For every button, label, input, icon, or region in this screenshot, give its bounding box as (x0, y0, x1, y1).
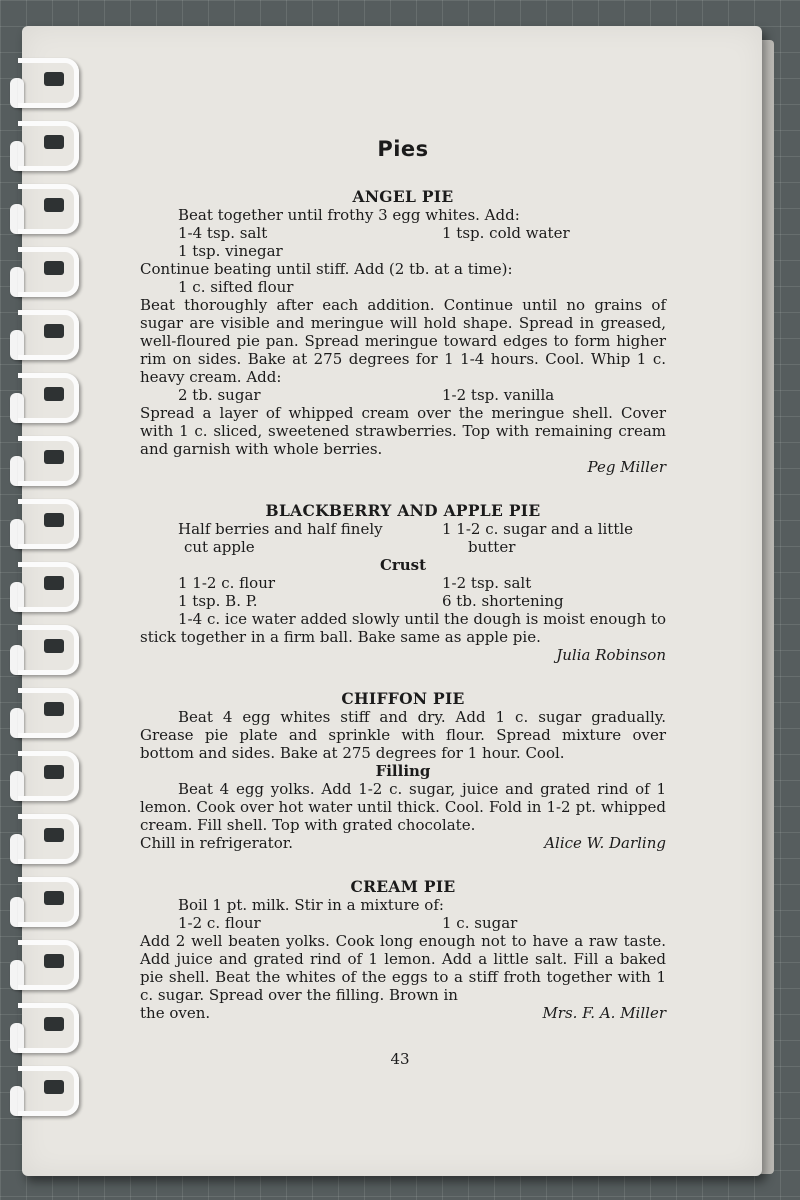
recipe-paragraph: Add 2 well beaten yolks. Cook long enough not to have a raw taste. Add juice and grated rind of 1 lemon. Add a little salt. Fill a baked pie shell. Beat the whites of the eggs to a stiff froth together with 1 c. sugar. Spread over the filling. Brown in (140, 932, 666, 1004)
binding-ring (18, 814, 79, 864)
ingredient: 1 1-2 c. sugar and a little (442, 520, 634, 538)
ingredient: 1 c. sifted flour (178, 278, 294, 296)
ingredient: 1-4 tsp. salt (178, 224, 268, 242)
spacer (140, 664, 666, 690)
binding-ring (18, 625, 79, 675)
recipe-title: ANGEL PIE (352, 187, 454, 206)
spiral-binding (0, 0, 90, 1200)
ingredient: 1 1-2 c. flour (178, 574, 276, 592)
recipe-line: Chill in refrigerator. (140, 834, 294, 852)
binding-ring (18, 751, 79, 801)
recipe-paragraph: Beat 4 egg yolks. Add 1-2 c. sugar, juice and grated rind of 1 lemon. Cook over hot water until thick. Cool. Fold in 1-2 pt. whipped cream. Fill shell. Top with grated chocolate. (140, 780, 666, 834)
binding-ring (18, 121, 79, 171)
recipe-line: Boil 1 pt. milk. Stir in a mixture of: (178, 896, 444, 914)
ingredient-row (140, 574, 666, 592)
recipe-line: the oven. (140, 1004, 211, 1022)
binding-ring (18, 184, 79, 234)
binding-ring (18, 247, 79, 297)
recipe-angel-pie (140, 188, 666, 476)
binding-ring (18, 58, 79, 108)
ingredient: 2 tb. sugar (178, 386, 261, 404)
recipe-blackberry-apple-pie (140, 502, 666, 664)
binding-ring (18, 877, 79, 927)
ingredient: 1 tsp. B. P. (178, 592, 258, 610)
ingredient: 1 tsp. cold water (442, 224, 570, 242)
ingredient-row (140, 386, 666, 404)
binding-ring (18, 310, 79, 360)
recipe-paragraph: Spread a layer of whipped cream over the meringue shell. Cover with 1 c. sliced, sweetened strawberries. Top with remaining cream and garnish with whole berries. (140, 404, 666, 458)
ingredient-row (140, 520, 666, 538)
ingredient: 1 c. sugar (442, 914, 518, 932)
recipe-author: Peg Miller (587, 458, 666, 476)
recipe-author: Julia Robinson (556, 646, 666, 664)
recipe-line: Continue beating until stiff. Add (2 tb. at a time): (140, 260, 513, 278)
recipe-author: Alice W. Darling (544, 834, 666, 852)
binding-ring (18, 688, 79, 738)
recipe-title: CHIFFON PIE (341, 689, 465, 708)
ingredient: 1-2 c. flour (178, 914, 261, 932)
binding-ring (18, 562, 79, 612)
ingredient: 1 tsp. vinegar (178, 242, 283, 260)
ingredient: Half berries and half finely (178, 520, 383, 538)
spacer (140, 852, 666, 878)
binding-ring (18, 940, 79, 990)
recipe-title: BLACKBERRY AND APPLE PIE (265, 501, 541, 520)
ingredient: butter (468, 538, 516, 556)
recipe-paragraph: 1-4 c. ice water added slowly until the dough is moist enough to stick together in a firm ball. Bake same as apple pie. (140, 610, 666, 646)
ingredient: 1-2 tsp. vanilla (442, 386, 555, 404)
page-edge (760, 40, 774, 1174)
recipe-title: CREAM PIE (350, 877, 456, 896)
crust-subtitle: Crust (379, 556, 427, 574)
recipe-chiffon-pie (140, 690, 666, 852)
spacer (140, 476, 666, 502)
filling-subtitle: Filling (375, 762, 431, 780)
recipe-paragraph: Beat 4 egg whites stiff and dry. Add 1 c. sugar gradually. Grease pie plate and sprinkle with flour. Spread mixture over bottom and sides. Bake at 275 degrees for 1 hour. Cool. (140, 708, 666, 762)
binding-ring (18, 436, 79, 486)
recipe-line: Beat together until frothy 3 egg whites. Add: (178, 206, 520, 224)
recipe-last-line (140, 834, 666, 852)
ingredient: 1-2 tsp. salt (442, 574, 532, 592)
page-content (140, 137, 666, 1022)
binding-ring (18, 499, 79, 549)
binding-ring (18, 1066, 79, 1116)
recipe-last-line (140, 1004, 666, 1022)
ingredient-row (140, 914, 666, 932)
binding-ring (18, 373, 79, 423)
recipe-paragraph: Beat thoroughly after each addition. Continue until no grains of sugar are visible and meringue will hold shape. Spread in greased, well-floured pie pan. Spread meringue toward edges to form higher rim on sides. Bake at 275 degrees for 1 1-4 hours. Cool. Whip 1 c. heavy cream. Add: (140, 296, 666, 386)
ingredient-row (140, 538, 666, 556)
section-title: Pies (377, 137, 429, 161)
binding-ring (18, 1003, 79, 1053)
ingredient-row (140, 224, 666, 242)
recipe-author: Mrs. F. A. Miller (542, 1004, 666, 1022)
page-number: 43 (390, 1050, 410, 1068)
ingredient: 6 tb. shortening (442, 592, 564, 610)
recipe-cream-pie (140, 878, 666, 1022)
ingredient-row (140, 592, 666, 610)
ingredient: cut apple (184, 538, 255, 556)
